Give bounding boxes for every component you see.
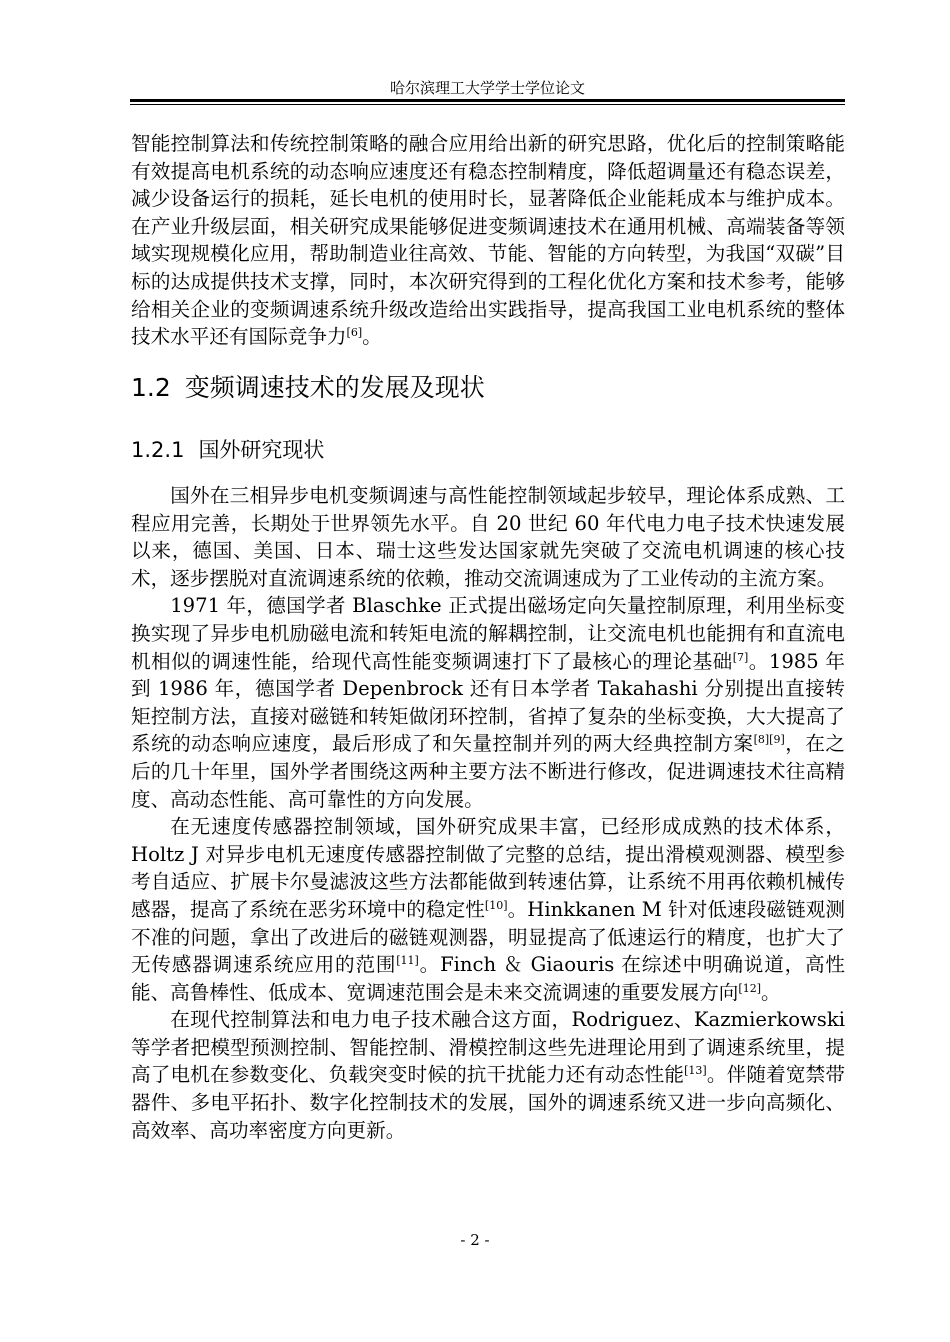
intro-paragraph xyxy=(131,130,845,351)
subsection-heading xyxy=(131,432,324,468)
subsection-number: 1.2.1 xyxy=(131,438,185,462)
citation: [10] xyxy=(484,898,508,912)
paragraph-4 xyxy=(131,1006,845,1144)
section-title: 变频调速技术的发展及现状 xyxy=(184,373,485,402)
citation: [7] xyxy=(732,650,749,664)
header-rule-thick xyxy=(130,99,845,102)
header-rule-thin xyxy=(130,104,845,105)
paragraph-2 xyxy=(131,592,845,813)
paragraph-3-text: 在无速度传感器控制领域，国外研究成果丰富，已经形成成熟的技术体系，Holtz J 对异步电机无速度传感器控制做了完整的总结，提出滑模观测器、模型参考自适应、扩展卡尔曼滤波这些方法都能做到转速估算，让系统不用再依赖机械传感器，提高了系统在恶劣环境中的稳定性 xyxy=(131,815,845,921)
citation: [8][9] xyxy=(753,733,785,747)
citation: [12] xyxy=(738,981,761,995)
paragraph-2-text: ，在之后的几十年里，国外学者围绕这两种主要方法不断进行修改，促进调速技术往高精度、高动态性能、高可靠性的方向发展。 xyxy=(131,732,845,811)
citation: [13] xyxy=(684,1064,707,1078)
paragraph-3-text: 。Finch ＆ Giaouris 在综述中明确说道，高性能、高鲁棒性、低成本、宽调速范围会是未来交流调速的重要发展方向 xyxy=(131,953,846,1004)
subsection-title: 国外研究现状 xyxy=(198,438,325,462)
paragraph-1 xyxy=(131,482,845,592)
intro-block xyxy=(131,130,845,351)
paragraph-3-text: 。Hinkkanen M 针对低速段磁链观测不准的问题，拿出了改进后的磁链观测器，明显提高了低速运行的精度，也扩大了无传感器调速系统应用的范围 xyxy=(131,897,845,977)
main-body xyxy=(131,482,845,1144)
paragraph-4-text: 。伴随着宽禁带器件、多电平拓扑、数字化控制技术的发展，国外的调速系统又进一步向高频化、高效率、高功率密度方向更新。 xyxy=(131,1063,846,1142)
citation: [6] xyxy=(346,326,363,340)
paragraph-2-text: 1971 年，德国学者 Blaschke 正式提出磁场定向矢量控制原理，利用坐标变换实现了异步电机励磁电流和转矩电流的解耦控制，让交流电机也能拥有和直流电机相似的调速性能，给现代高性能变频调速打下了最核心的理论基础 xyxy=(131,594,845,673)
paragraph-2-text: 。1985 年到 1986 年，德国学者 Depenbrock 还有日本学者 Takahashi 分别提出直接转矩控制方法，直接对磁链和转矩做闭环控制，省掉了复杂的坐标变换，大大提高了系统的动态响应速度，最后形成了和矢量控制并列的两大经典控制方案 xyxy=(131,649,846,756)
citation: [11] xyxy=(396,954,419,968)
intro-end: 。 xyxy=(362,325,382,349)
page-number: - 2 - xyxy=(460,1231,490,1249)
section-number: 1.2 xyxy=(131,373,171,402)
section-heading xyxy=(131,368,485,408)
paragraph-3-text: 。 xyxy=(761,980,781,1004)
paragraph-4-text: 在现代控制算法和电力电子技术融合这方面，Rodriguez、Kazmierkowski 等学者把模型预测控制、智能控制、滑模控制这些先进理论用到了调速系统里，提高了电机在参数变化、负载突变时候的抗干扰能力还有动态性能 xyxy=(131,1008,845,1087)
intro-text: 智能控制算法和传统控制策略的融合应用给出新的研究思路，优化后的控制策略能有效提高电机系统的动态响应速度还有稳态控制精度，降低超调量还有稳态误差，减少设备运行的损耗，延长电机的使用时长，显著降低企业能耗成本与维护成本。在产业升级层面，相关研究成果能够促进变频调速技术在通用机械、高端装备等领域实现规模化应用，帮助制造业往高效、节能、智能的方向转型，为我国“双碳”目标的达成提供技术支撑，同时，本次研究得到的工程化优化方案和技术参考，能够给相关企业的变频调速系统升级改造给出实践指导，提高我国工业电机系统的整体技术水平还有国际竞争力 xyxy=(131,132,845,349)
paragraph-1-text: 国外在三相异步电机变频调速与高性能控制领域起步较早，理论体系成熟、工程应用完善，长期处于世界领先水平。自 20 世纪 60 年代电力电子技术快速发展以来，德国、美国、日本、瑞士这些发达国家就先突破了交流电机调速的核心技术，逐步摆脱对直流调速系统的依赖，推动交流调速成为了工业传动的主流方案。 xyxy=(131,484,845,590)
paragraph-3 xyxy=(131,813,845,1006)
running-header: 哈尔滨理工大学学士学位论文 xyxy=(389,79,585,97)
